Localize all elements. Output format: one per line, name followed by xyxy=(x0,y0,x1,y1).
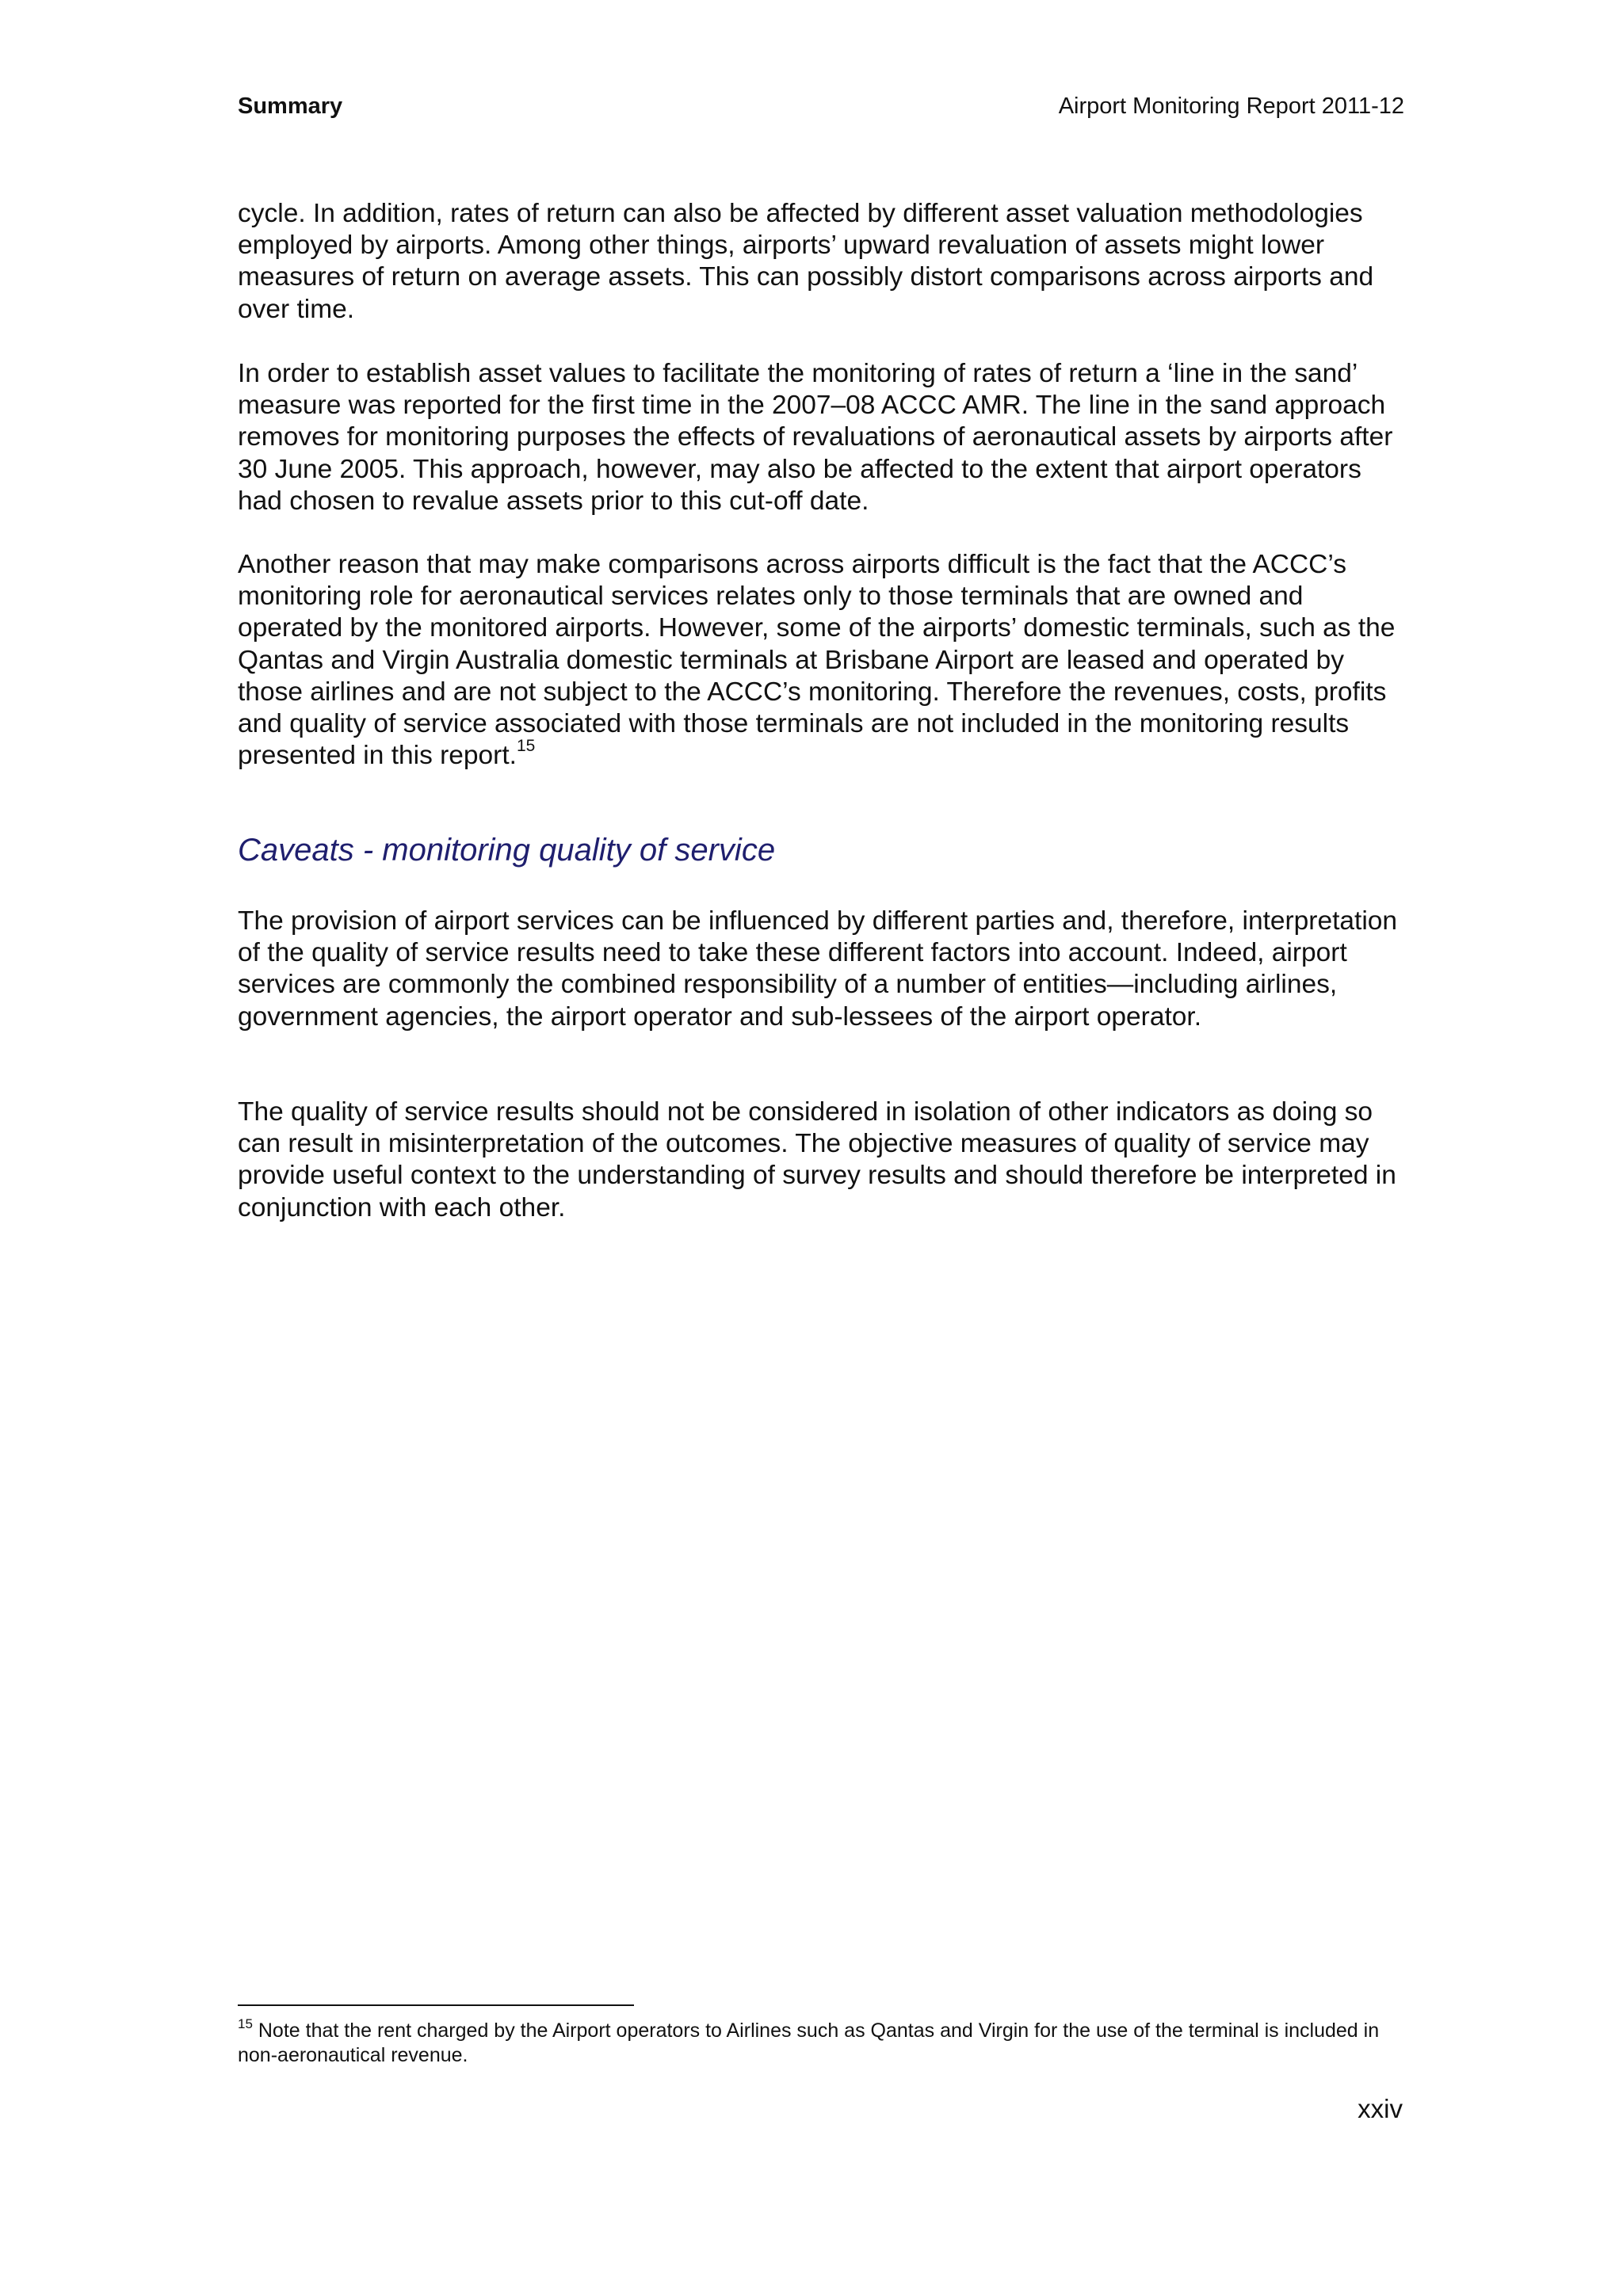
body-paragraph xyxy=(238,906,1404,1033)
body-paragraph xyxy=(238,1097,1404,1224)
page-header xyxy=(238,93,1404,125)
paragraph-text: cycle. In addition, rates of return can also be affected by different asset valuation methodologies employed by airports. Among other things, airports’ upward revaluation of assets might lower measures of return on average assets. This can possibly distort comparisons across airports and over time. xyxy=(238,199,1374,324)
paragraph-text: Another reason that may make comparisons across airports difficult is the fact that the ACCC’s monitoring role for aeronautical services relates only to those terminals that are owned and operated by the monitored airports. However, some of the airports’ domestic terminals, such as the Qantas and Virgin Australia domestic terminals at Brisbane Airport are leased and operated by those airlines and are not subject to the ACCC’s monitoring. Therefore the revenues, costs, profits and quality of service associated with those terminals are not included in the monitoring results presented in this report. xyxy=(238,550,1396,771)
footnote-text: Note that the rent charged by the Airport operators to Airlines such as Qantas and Virgin for the use of the terminal is included in non-aeronautical revenue. xyxy=(238,2019,1380,2066)
paragraph-text: In order to establish asset values to facilitate the monitoring of rates of return a ‘line in the sand’ measure was reported for the first time in the 2007–08 ACCC AMR. The line in the sand approach removes for monitoring purposes the effects of revaluations of aeronautical assets by airports after 30 June 2005. This approach, however, may also be affected to the extent that airport operators had chosen to revalue assets prior to this cut-off date. xyxy=(238,359,1393,516)
section-heading: Caveats - monitoring quality of service xyxy=(238,833,776,868)
header-report-title: Airport Monitoring Report 2011-12 xyxy=(1058,93,1404,119)
footnote-reference[interactable]: 15 xyxy=(516,737,536,756)
body-paragraph xyxy=(238,358,1404,517)
footnote xyxy=(238,2016,1404,2068)
header-section-name: Summary xyxy=(238,93,343,119)
page-number: xxiv xyxy=(1358,2094,1403,2123)
body-paragraph xyxy=(238,198,1404,326)
body-paragraph xyxy=(238,549,1404,772)
paragraph-text: The quality of service results should not be considered in isolation of other indicators as doing so can result in misinterpretation of the outcomes. The objective measures of quality of service may provide useful context to the understanding of survey results and should therefore be interpreted in conjunction with each other. xyxy=(238,1097,1396,1222)
footnote-number: 15 xyxy=(238,2016,253,2031)
paragraph-text: The provision of airport services can be influenced by different parties and, therefore, interpretation of the quality of service results need to take these different factors into account. Indeed, airport services are commonly the combined responsibility of a number of entities—including airlines, government agencies, the airport operator and sub-lessees of the airport operator. xyxy=(238,906,1398,1032)
footnote-divider xyxy=(238,2004,634,2006)
